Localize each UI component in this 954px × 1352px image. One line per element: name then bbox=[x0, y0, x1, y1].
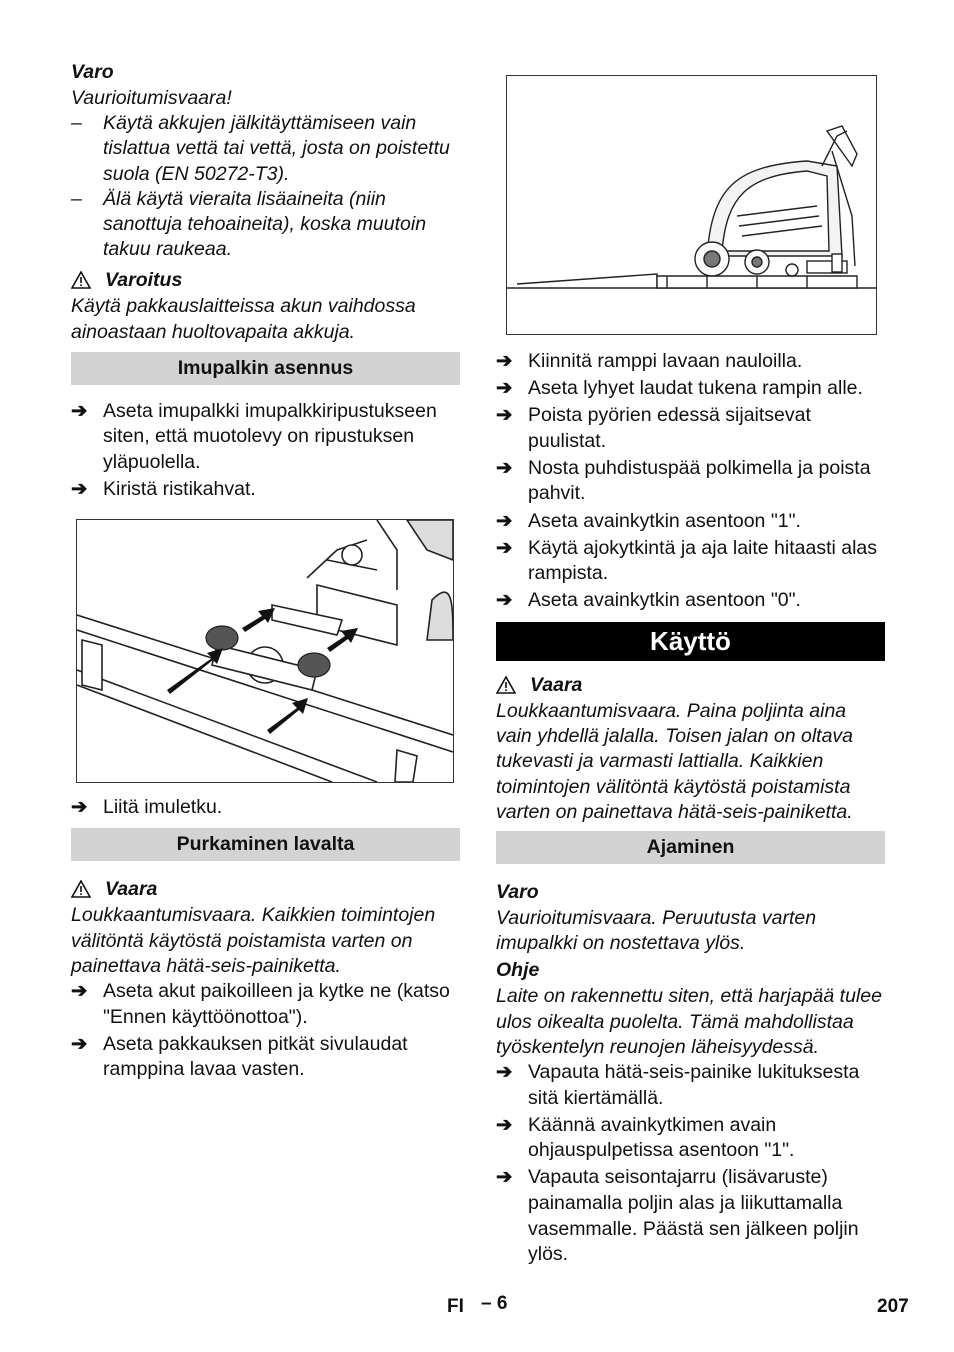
warning-triangle-icon bbox=[496, 676, 516, 694]
vaara-label: Vaara bbox=[71, 875, 460, 903]
squeegee-drawing bbox=[77, 520, 453, 782]
arrow-right-icon: ➔ bbox=[496, 350, 513, 372]
varo-label: Varo bbox=[71, 61, 114, 83]
warning-triangle-icon bbox=[71, 880, 91, 898]
arrow-right-icon: ➔ bbox=[496, 536, 513, 559]
list-item: ➔ Kiristä ristikahvat. bbox=[71, 477, 460, 503]
list-item: ➔ Käytä ajokytkintä ja aja laite hitaasti alas rampista. bbox=[496, 536, 885, 587]
list-item: ➔ Kiinnitä ramppi lavaan nauloilla. bbox=[496, 349, 885, 375]
page-number: 207 bbox=[877, 1296, 909, 1317]
list-item: ➔ Aseta pakkauksen pitkät sivulaudat ramppina lavaa vasten. bbox=[71, 1032, 460, 1083]
vaara-text: Loukkaantumisvaara. Paina poljinta aina vain yhdellä jalalla. Toisen jalan on oltava tukevasti ja varmasti lattialla. Kaikkien toimintojen välitöntä käytöstä poistamista varten on painettava hätä-seis-painiketta. bbox=[496, 699, 854, 823]
warning-triangle-icon bbox=[71, 271, 91, 289]
arrow-right-icon: ➔ bbox=[496, 589, 513, 612]
vaara-label: Vaara bbox=[496, 671, 885, 699]
arrow-right-icon: ➔ bbox=[496, 404, 513, 427]
arrow-right-icon: ➔ bbox=[71, 399, 88, 422]
ramp-drawing bbox=[507, 76, 876, 334]
list-item: ➔ Vapauta seisontajarru (lisävaruste) painamalla poljin alas ja liikuttamalla vasemmalle. Päästä sen jälkeen poljin ylös. bbox=[496, 1165, 885, 1267]
footer-language: FI bbox=[447, 1296, 464, 1317]
list-item: ➔ Vapauta hätä-seis-painike lukituksesta sitä kiertämällä. bbox=[496, 1060, 885, 1111]
list-item: ➔ Poista pyörien edessä sijaitsevat puulistat. bbox=[496, 403, 885, 454]
section-heading-imupalkki: Imupalkin asennus bbox=[71, 352, 460, 385]
section-heading-ajaminen: Ajaminen bbox=[496, 831, 885, 864]
arrow-right-icon: ➔ bbox=[71, 979, 88, 1002]
list-item: ➔ Aseta imupalkki imupalkkiripustukseen siten, että muotolevy on ripustuksen yläpuolella. bbox=[71, 399, 460, 476]
varo-text: Vaurioitumisvaara. Peruutusta varten imupalkki on nostettava ylös. bbox=[496, 906, 817, 955]
right-column bbox=[496, 75, 885, 1269]
arrow-right-icon: ➔ bbox=[496, 456, 513, 479]
machine-ramp-illustration bbox=[506, 75, 877, 335]
squeegee-mount-illustration bbox=[76, 519, 454, 783]
arrow-right-icon: ➔ bbox=[71, 1032, 88, 1055]
ohje-text: Laite on rakennettu siten, että harjapää tulee ulos oikealta puolelta. Tämä mahdollistaa työskentelyn reunojen läheisyydessä. bbox=[496, 985, 882, 1058]
footer-section-number: – 6 bbox=[481, 1293, 508, 1314]
varo-text: Vaurioitumisvaara! bbox=[71, 87, 232, 109]
list-item: ➔ Käännä avainkytkimen avain ohjauspulpetissa asentoon "1". bbox=[496, 1113, 885, 1164]
list-item: ➔ Liitä imuletku. bbox=[71, 795, 460, 821]
section-heading-purkaminen: Purkaminen lavalta bbox=[71, 828, 460, 861]
arrow-right-icon: ➔ bbox=[496, 377, 513, 400]
list-item: ➔ Aseta lyhyet laudat tukena rampin alle. bbox=[496, 376, 885, 402]
left-column bbox=[71, 58, 460, 1084]
list-item: ➔ Aseta avainkytkin asentoon "0". bbox=[496, 588, 885, 614]
arrow-right-icon: ➔ bbox=[71, 795, 88, 818]
arrow-right-icon: ➔ bbox=[496, 1113, 513, 1136]
varoitus-label: Varoitus bbox=[71, 266, 460, 294]
ohje-label: Ohje bbox=[496, 959, 540, 982]
list-item: – Käytä akkujen jälkitäyttämiseen vain tislattua vettä tai vettä, josta on poistettu suola (EN 50272-T3). bbox=[71, 112, 450, 185]
arrow-right-icon: ➔ bbox=[496, 1166, 513, 1189]
varo-label: Varo bbox=[496, 880, 539, 903]
arrow-right-icon: ➔ bbox=[496, 509, 513, 532]
list-item: ➔ Aseta avainkytkin asentoon "1". bbox=[496, 509, 885, 535]
varoitus-text: Käytä pakkauslaitteissa akun vaihdossa ainoastaan huoltovapaita akkuja. bbox=[71, 295, 416, 343]
list-item: ➔ Nosta puhdistuspää polkimella ja poista pahvit. bbox=[496, 456, 885, 507]
chapter-heading-kaytto: Käyttö bbox=[496, 622, 885, 661]
arrow-right-icon: ➔ bbox=[71, 478, 88, 501]
vaara-text: Loukkaantumisvaara. Kaikkien toimintojen välitöntä käytöstä poistamista varten on painettava hätä-seis-painiketta. bbox=[71, 904, 436, 977]
list-item: – Älä käytä vieraita lisäaineita (niin sanottuja tehoaineita), koska muutoin takuu raukeaa. bbox=[71, 187, 427, 261]
list-item: ➔ Aseta akut paikoilleen ja kytke ne (katso "Ennen käyttöönottoa"). bbox=[71, 979, 460, 1030]
arrow-right-icon: ➔ bbox=[496, 1060, 513, 1083]
